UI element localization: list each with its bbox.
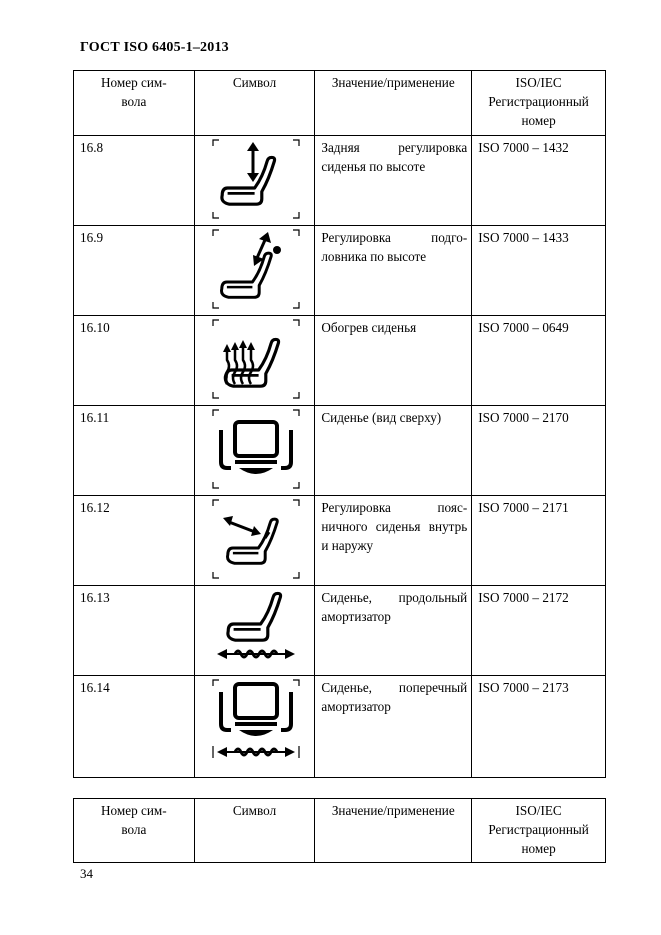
page-number: 34: [80, 866, 93, 881]
header-col4-line2: Регистрационный: [488, 822, 589, 837]
registration-number: ISO 7000 – 2170: [472, 406, 606, 496]
header-col3: Значение/применение: [331, 803, 455, 818]
seat-lateral-isolator-icon: [211, 678, 301, 762]
table-row: [74, 136, 606, 226]
header-meaning: [315, 71, 472, 136]
header-col4-line2: Регистрационный: [488, 94, 589, 109]
header-col2: Символ: [232, 75, 277, 90]
registration-number: ISO 7000 – 0649: [472, 316, 606, 406]
symbol-number: 16.13: [74, 586, 195, 676]
header-col3: Значение/применение: [331, 75, 455, 90]
symbol-cell: [194, 496, 315, 586]
header-col2: Символ: [232, 803, 277, 818]
headrest-height-adjust-icon: [211, 228, 301, 310]
symbol-meaning: Регулировка пояс-ничного сиденья внутрь и наружу: [315, 496, 472, 586]
header-symbol-number: [74, 71, 195, 136]
header-col1-line2: вола: [121, 94, 147, 109]
symbol-number: 16.11: [74, 406, 195, 496]
registration-number: ISO 7000 – 1433: [472, 226, 606, 316]
symbols-table-continued: [73, 798, 606, 863]
header-symbol: [194, 799, 315, 863]
header-symbol: [194, 71, 315, 136]
symbol-number: 16.9: [74, 226, 195, 316]
symbol-number: 16.14: [74, 676, 195, 778]
table-row: [74, 406, 606, 496]
header-registration: [472, 799, 606, 863]
header-registration: [472, 71, 606, 136]
symbol-number: 16.12: [74, 496, 195, 586]
registration-number: ISO 7000 – 2172: [472, 586, 606, 676]
header-col1-line2: вола: [121, 822, 147, 837]
table-row: [74, 496, 606, 586]
registration-number: ISO 7000 – 2171: [472, 496, 606, 586]
seat-fore-aft-isolator-icon: [211, 588, 301, 670]
symbol-meaning: Задняя регулировка сиденья по высоте: [315, 136, 472, 226]
header-col4-line3: номер: [521, 113, 556, 128]
table-header-row: [74, 71, 606, 136]
table-row: [74, 316, 606, 406]
symbol-cell: [194, 226, 315, 316]
symbol-meaning: Сиденье (вид сверху): [315, 406, 472, 496]
header-col4-line1: ISO/IEC: [515, 75, 562, 90]
symbol-number: 16.10: [74, 316, 195, 406]
document-title: ГОСТ ISO 6405-1–2013: [80, 40, 229, 55]
symbol-meaning: Сиденье, продольный амортизатор: [315, 586, 472, 676]
symbol-cell: [194, 316, 315, 406]
table-header-row: [74, 799, 606, 863]
header-meaning: [315, 799, 472, 863]
symbol-meaning: Обогрев сиденья: [315, 316, 472, 406]
symbols-table: [73, 70, 606, 778]
header-col4-line3: номер: [521, 841, 556, 856]
table-row: [74, 676, 606, 778]
header-symbol-number: [74, 799, 195, 863]
symbol-cell: [194, 586, 315, 676]
seat-heating-icon: [211, 318, 301, 400]
symbol-meaning: Сиденье, поперечный амортизатор: [315, 676, 472, 778]
symbol-meaning: Регулировка подго-ловника по высоте: [315, 226, 472, 316]
registration-number: ISO 7000 – 2173: [472, 676, 606, 778]
seat-rear-height-adjust-icon: [211, 138, 301, 220]
header-col4-line1: ISO/IEC: [515, 803, 562, 818]
registration-number: ISO 7000 – 1432: [472, 136, 606, 226]
lumbar-in-out-icon: [211, 498, 301, 580]
table-row: [74, 586, 606, 676]
symbol-cell: [194, 676, 315, 778]
symbol-cell: [194, 136, 315, 226]
seat-top-view-icon: [211, 408, 301, 490]
table-row: [74, 226, 606, 316]
symbol-cell: [194, 406, 315, 496]
symbol-number: 16.8: [74, 136, 195, 226]
header-col1-line1: Номер сим-: [101, 803, 167, 818]
header-col1-line1: Номер сим-: [101, 75, 167, 90]
